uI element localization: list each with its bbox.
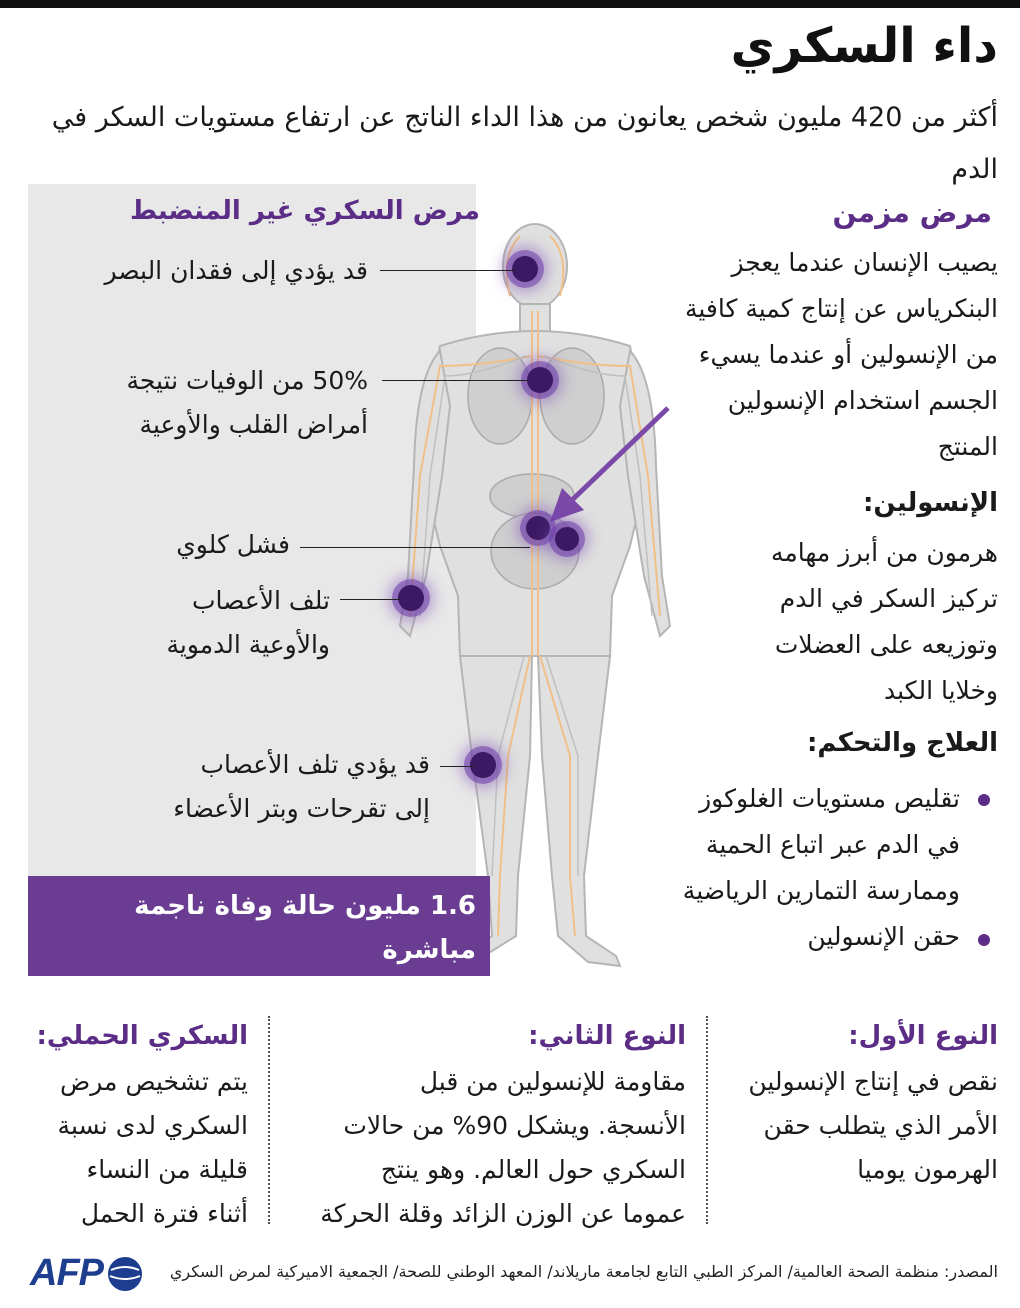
type1-line: الهرمون يوميا bbox=[857, 1155, 998, 1184]
gestational-line: يتم تشخيص مرض bbox=[59, 1067, 248, 1096]
death-stat-box bbox=[28, 876, 490, 1009]
type2-column bbox=[276, 1012, 686, 1236]
heart-disease-text-line1: 50% من الوفيات نتيجة bbox=[126, 366, 368, 395]
insulin-description bbox=[678, 530, 998, 714]
type1-column bbox=[708, 1012, 998, 1192]
chronic-heading: مرض مزمن bbox=[832, 196, 992, 229]
type2-line: عموما عن الوزن الزائد وقلة الحركة bbox=[320, 1199, 686, 1228]
treatment-item-1 bbox=[620, 776, 960, 914]
type2-heading: النوع الثاني: bbox=[528, 1021, 686, 1051]
nerve-damage-text-line1: تلف الأعصاب bbox=[191, 586, 330, 615]
vision-leader-line bbox=[380, 270, 516, 271]
death-stat-line2: عن مرض السكري عام 2016 bbox=[112, 979, 476, 1009]
heart-marker bbox=[527, 367, 553, 393]
uncontrolled-heading: مرض السكري غير المنضبط bbox=[130, 196, 480, 226]
type1-line: الأمر الذي يتطلب حقن bbox=[763, 1111, 998, 1140]
column-divider bbox=[268, 1016, 270, 1224]
treatment-item-2: حقن الإنسولين bbox=[807, 922, 960, 951]
gestational-column bbox=[18, 1012, 248, 1236]
column-divider bbox=[706, 1016, 708, 1224]
type1-line: نقص في إنتاج الإنسولين bbox=[748, 1067, 998, 1096]
page-title: داء السكري bbox=[730, 18, 998, 74]
nerves-leader-line bbox=[340, 599, 400, 600]
treatment-line: تقليص مستويات الغلوكوز bbox=[699, 784, 960, 813]
kidney-leader-line bbox=[300, 547, 530, 548]
chronic-line: البنكرياس عن إنتاج كمية كافية bbox=[684, 294, 998, 323]
amputation-text-line2: إلى تقرحات وبتر الأعضاء bbox=[173, 794, 430, 823]
type1-heading: النوع الأول: bbox=[848, 1021, 998, 1051]
type2-line: السكري حول العالم. وهو ينتج bbox=[380, 1155, 686, 1184]
page-subtitle: أكثر من 420 مليون شخص يعانون من هذا الداء الناتج عن ارتفاع مستويات السكر في الدم bbox=[51, 102, 998, 185]
afp-globe-icon bbox=[107, 1256, 143, 1292]
insulin-line: تركيز السكر في الدم bbox=[779, 584, 998, 613]
kidney-failure-text: فشل كلوي bbox=[176, 530, 290, 559]
insulin-line: هرمون من أبرز مهامه bbox=[770, 538, 998, 567]
eye-marker bbox=[512, 256, 538, 282]
heart-leader-line bbox=[382, 380, 528, 381]
kidney-marker-1 bbox=[526, 516, 550, 540]
afp-logo bbox=[30, 1252, 143, 1295]
gestational-line: أثناء فترة الحمل bbox=[80, 1199, 248, 1228]
bullet-icon bbox=[978, 934, 990, 946]
foot-nerves-marker bbox=[470, 752, 496, 778]
feet-leader-line bbox=[440, 766, 474, 767]
kidney-marker-2 bbox=[555, 527, 579, 551]
chronic-description bbox=[618, 240, 998, 470]
heart-disease-text-line2: أمراض القلب والأوعية bbox=[139, 410, 368, 439]
treatment-line: في الدم عبر اتباع الحمية bbox=[705, 830, 960, 859]
gestational-heading: السكري الحملي: bbox=[36, 1021, 248, 1051]
bullet-icon bbox=[978, 794, 990, 806]
insulin-line: وخلايا الكبد bbox=[883, 676, 998, 705]
treatment-line: وممارسة التمارين الرياضية bbox=[682, 876, 960, 905]
hand-nerves-marker bbox=[398, 585, 424, 611]
gestational-line: قليلة من النساء bbox=[86, 1155, 248, 1184]
insulin-heading: الإنسولين: bbox=[863, 488, 998, 518]
chronic-line: الجسم استخدام الإنسولين bbox=[727, 386, 998, 415]
death-stat-line1: 1.6 مليون حالة وفاة ناجمة مباشرة bbox=[134, 891, 476, 965]
treatment-heading: العلاج والتحكم: bbox=[807, 728, 998, 758]
vision-loss-text: قد يؤدي إلى فقدان البصر bbox=[104, 256, 368, 285]
source-credit: المصدر: منظمة الصحة العالمية/ المركز الطبي التابع لجامعة ماريلاند/ المعهد الوطني للصحة/ الجمعية الاميركية لمرض السكري bbox=[169, 1262, 998, 1281]
gestational-line: السكري لدى نسبة bbox=[57, 1111, 248, 1140]
chronic-line: يصيب الإنسان عندما يعجز bbox=[731, 248, 998, 277]
type2-line: مقاومة للإنسولين من قبل bbox=[419, 1067, 686, 1096]
nerve-damage-text-line2: والأوعية الدموية bbox=[166, 630, 330, 659]
amputation-text-line1: قد يؤدي تلف الأعصاب bbox=[200, 750, 430, 779]
type2-line: الأنسجة. ويشكل 90% من حالات bbox=[343, 1111, 686, 1140]
chronic-line: المنتج bbox=[937, 432, 998, 461]
chronic-line: من الإنسولين أو عندما يسيء bbox=[698, 340, 998, 369]
afp-logo-text: AFP bbox=[30, 1252, 103, 1294]
insulin-line: وتوزيعه على العضلات bbox=[774, 630, 998, 659]
top-bar bbox=[0, 0, 1020, 8]
